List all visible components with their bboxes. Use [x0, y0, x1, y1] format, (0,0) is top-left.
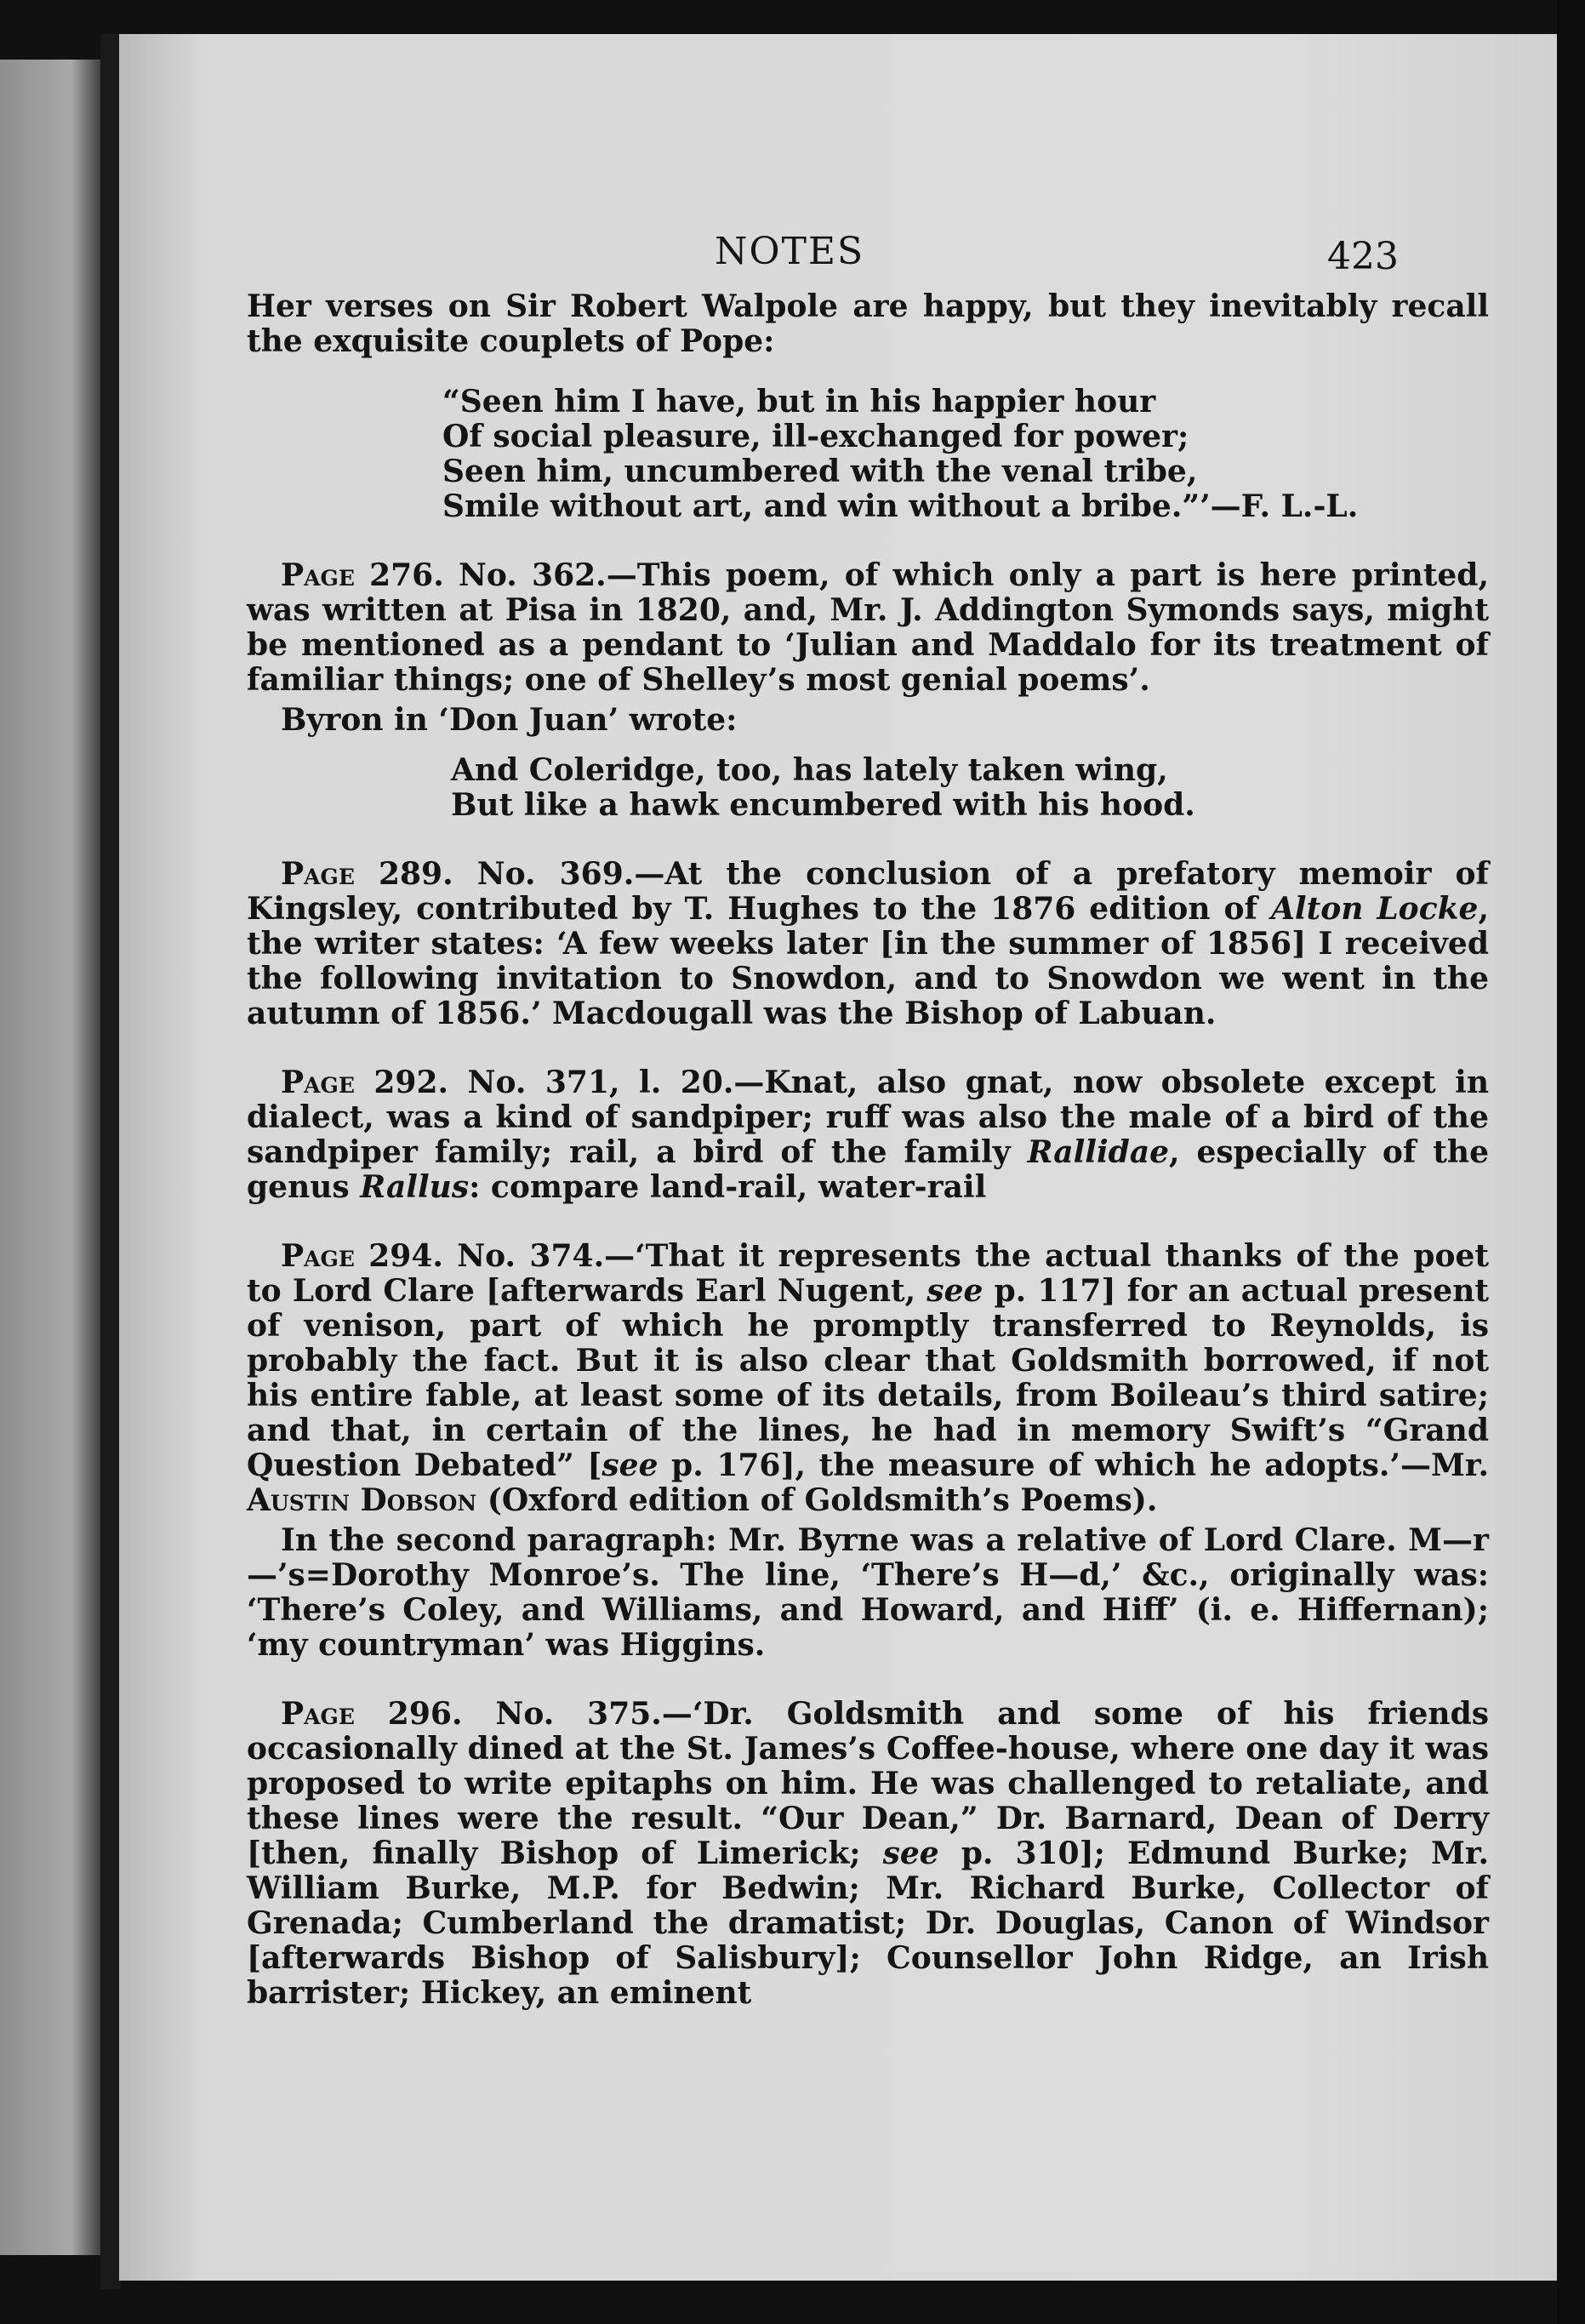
note-body: p. 310]; Edmund Burke; Mr. William Burke, M.P. for Bedwin; Mr. Richard Burke, Collector of Grenada; Cumberland the dramatist; Dr. Douglas, Canon of Windsor [afterwards Bishop of Salisbury]; Counsellor John Ridge, an Irish barrister; Hickey, an eminent: [247, 1836, 1490, 2011]
intro-paragraph: [247, 289, 1489, 524]
note-body: p. 117] for an actual present of venison, part of which he promptly transferred to Reynolds, is probably the fact. But it is also clear that Goldsmith borrowed, if not his entire fable, at least some of its details, from Boileau’s third satire; and that, in certain of the lines, he had in memory Swift’s “Grand Question Debated” [: [247, 1273, 1489, 1483]
note-body: : compare land-rail, water-rail: [469, 1169, 987, 1205]
page-reference: Page 292.: [281, 1065, 449, 1100]
note-entry-292: [247, 1065, 1489, 1205]
book-gutter: [100, 34, 121, 2289]
page-reference: Page 296.: [281, 1696, 463, 1732]
see-reference: see: [882, 1836, 939, 1871]
verse-line: Seen him, uncumbered with the venal tribe,: [442, 454, 1198, 489]
facing-page-edge: [0, 60, 102, 2255]
note-text: [247, 857, 1489, 1031]
note-number: No. 374.: [457, 1238, 605, 1274]
taxon-name: Rallus: [360, 1169, 470, 1205]
note-number: No. 371, l. 20.: [467, 1065, 734, 1100]
note-entry-296: [247, 1697, 1489, 2011]
page-body: [247, 289, 1489, 2011]
note-number: No. 375.: [495, 1696, 662, 1732]
note-entry-276: [247, 558, 1489, 823]
note-body: —‘That it represents the actual thanks of the poet to Lord Clare [afterwards Earl Nugent,: [247, 1238, 1490, 1309]
page-reference: Page 289.: [281, 856, 453, 892]
note-number: No. 369.: [476, 856, 635, 892]
verse-line: “Seen him I have, but in his happier hour: [442, 384, 1156, 420]
note-text: [247, 1697, 1489, 2011]
note-body: p. 176], the measure of which he adopts.’—Mr.: [658, 1448, 1489, 1483]
scan-border: [1557, 0, 1585, 2324]
attribution: ’—F. L.-L.: [1200, 488, 1359, 524]
note-body: , the writer states: ‘A few weeks later [in the summer of 1856] I received the following invitation to Snowdon, and to Snowdon we went in the autumn of 1856.’ Macdougall was the Bishop of Labuan.: [247, 891, 1490, 1031]
verse-line: But like a hawk encumbered with his hood.: [451, 787, 1195, 823]
see-reference: see: [602, 1448, 659, 1483]
author-name: Austin Dobson: [247, 1482, 477, 1518]
note-number: No. 362.: [458, 557, 607, 593]
note-body: —This poem, of which only a part is here printed, was written at Pisa in 1820, and, Mr. J. Addington Symonds says, might be mentioned as a pendant to ‘Julian and Maddalo for its treatment of familiar things; one of Shelley’s most genial poems’.: [247, 557, 1489, 698]
pope-verse: [442, 385, 1489, 524]
note-text: [247, 1065, 1489, 1205]
note-body: (Oxford edition of Goldsmith’s Poems).: [476, 1482, 1158, 1518]
book-title: Alton Locke: [1270, 891, 1479, 927]
note-paragraph-2: In the second paragraph: Mr. Byrne was a relative of Lord Clare. M—r—’s=Dorothy Monroe’s. The line, ‘There’s H—d,’ &c., originally was: ‘There’s Coley, and Williams, and Howard, and Hiff’ (i. e. Hiffernan); ‘my countryman’ was Higgins.: [247, 1522, 1489, 1663]
see-reference: see: [926, 1273, 983, 1309]
verse-line: Of social pleasure, ill-exchanged for power;: [442, 419, 1189, 454]
page-reference: Page 276.: [281, 557, 444, 593]
note-text: [247, 1239, 1489, 1518]
note-body: , especially of the genus: [247, 1134, 1489, 1205]
running-title: NOTES: [715, 230, 865, 273]
note-continuation: Byron in ‘Don Juan’ wrote:: [281, 702, 738, 738]
page-header: [119, 230, 1557, 278]
intro-text: Her verses on Sir Robert Walpole are happy, but they inevitably recall the exquisite couplets of Pope:: [247, 288, 1489, 359]
page-number: 423: [1327, 235, 1399, 278]
verse-line-text: Smile without art, and win without a bribe.”: [442, 488, 1200, 524]
note-text: [247, 558, 1489, 698]
note-body: —Knat, also gnat, now obsolete except in dialect, was a kind of sandpiper; ruff was also the male of a bird of the sandpiper family; rail, a bird of the family: [247, 1065, 1489, 1170]
book-page: [119, 34, 1557, 2281]
note-body: —At the conclusion of a prefatory memoir of Kingsley, contributed by T. Hughes to the 1876 edition of: [247, 856, 1489, 927]
taxon-name: Rallidae: [1027, 1134, 1170, 1170]
byron-verse: [451, 753, 1489, 823]
note-entry-294: [247, 1239, 1489, 1663]
page-reference: Page 294.: [281, 1238, 443, 1274]
note-body: —‘Dr. Goldsmith and some of his friends occasionally dined at the St. James’s Coffee-house, where one day it was proposed to write epitaphs on him. He was challenged to retaliate, and these lines were the result. “Our Dean,” Dr. Barnard, Dean of Derry [then, finally Bishop of Limerick;: [247, 1696, 1490, 1871]
note-entry-289: [247, 857, 1489, 1031]
verse-line: And Coleridge, too, has lately taken wing,: [451, 752, 1168, 788]
verse-line: [442, 489, 1489, 524]
